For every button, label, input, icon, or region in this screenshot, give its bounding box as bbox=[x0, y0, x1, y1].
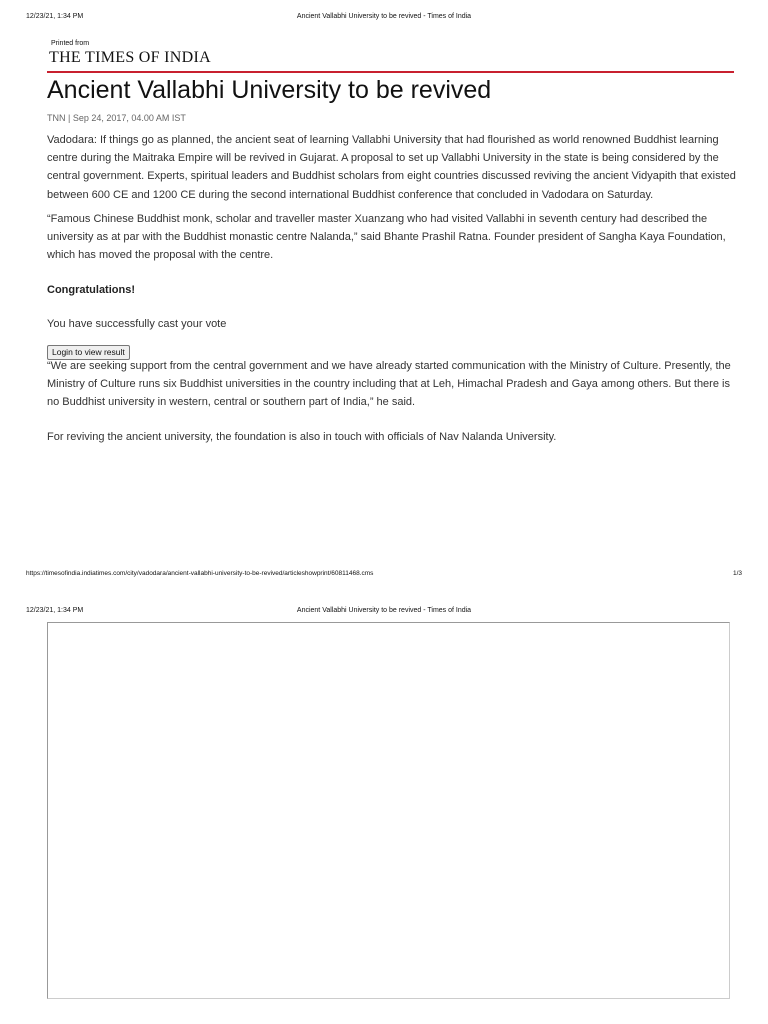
article-paragraph-4: For reviving the ancient university, the foundation is also in touch with officials of Nav Nalanda University. bbox=[47, 431, 557, 444]
article-byline: TNN | Sep 24, 2017, 04.00 AM IST bbox=[47, 113, 186, 123]
article-headline: Ancient Vallabhi University to be revived bbox=[47, 76, 492, 104]
masthead-logo: THE TIMES OF INDIA bbox=[49, 49, 211, 66]
print-page-title: Ancient Vallabhi University to be revived - Times of India bbox=[296, 607, 472, 614]
empty-embed-frame bbox=[47, 622, 730, 999]
article-paragraph-3: “We are seeking support from the central government and we have already started communication with the Ministry of Culture. Presently, the Ministry of Culture runs six Buddhist universities in the country including that at Leh, Himachal Pradesh and Gaya among others. But there is no Buddhist university in western, central or southern part of India,” he said. bbox=[47, 359, 731, 409]
article-paragraph-1: Vadodara: If things go as planned, the ancient seat of learning Vallabhi University that had flourished as world renowned Buddhist learning centre during the Maitraka Empire will be revived in Gujarat. A proposal to set up Vallabhi University in the state is being considered by the central government. Experts, spiritual leaders and Buddhist scholars from eight countries discussed reviving the ancient Vidyapith that existed between 600 CE and 1200 CE during the second international Buddhist conference that concluded in Vadodara on Saturday. bbox=[47, 134, 736, 201]
poll-button-row bbox=[47, 343, 737, 357]
article-paragraph-2: “Famous Chinese Buddhist monk, scholar and traveller master Xuanzang who had visited Vallabhi in seventh century had described the university as at par with the Buddhist monastic centre Nalanda,” said Bhante Prashil Ratna. Founder president of Sangha Kaya Foundation, which has moved the proposal with the centre. bbox=[47, 212, 726, 262]
print-page-number: 1/3 bbox=[732, 570, 742, 577]
print-header-page-2 bbox=[26, 607, 742, 619]
poll-vote-message: You have successfully cast your vote bbox=[47, 317, 227, 330]
print-date: 12/23/21, 1:34 PM bbox=[26, 607, 84, 614]
masthead-divider bbox=[47, 71, 734, 73]
poll-congrats-heading: Congratulations! bbox=[47, 284, 135, 297]
article-body bbox=[47, 131, 737, 453]
print-url: https://timesofindia.indiatimes.com/city/vadodara/ancient-vallabhi-university-to-be-revived/articleshowprint/60811468.cms bbox=[26, 570, 374, 577]
printed-from-label: Printed from bbox=[51, 40, 90, 47]
print-date: 12/23/21, 1:34 PM bbox=[26, 13, 84, 20]
login-to-view-result-button[interactable]: Login to view result bbox=[47, 345, 130, 360]
print-header bbox=[26, 13, 742, 25]
print-page-title: Ancient Vallabhi University to be revived - Times of India bbox=[296, 13, 472, 20]
